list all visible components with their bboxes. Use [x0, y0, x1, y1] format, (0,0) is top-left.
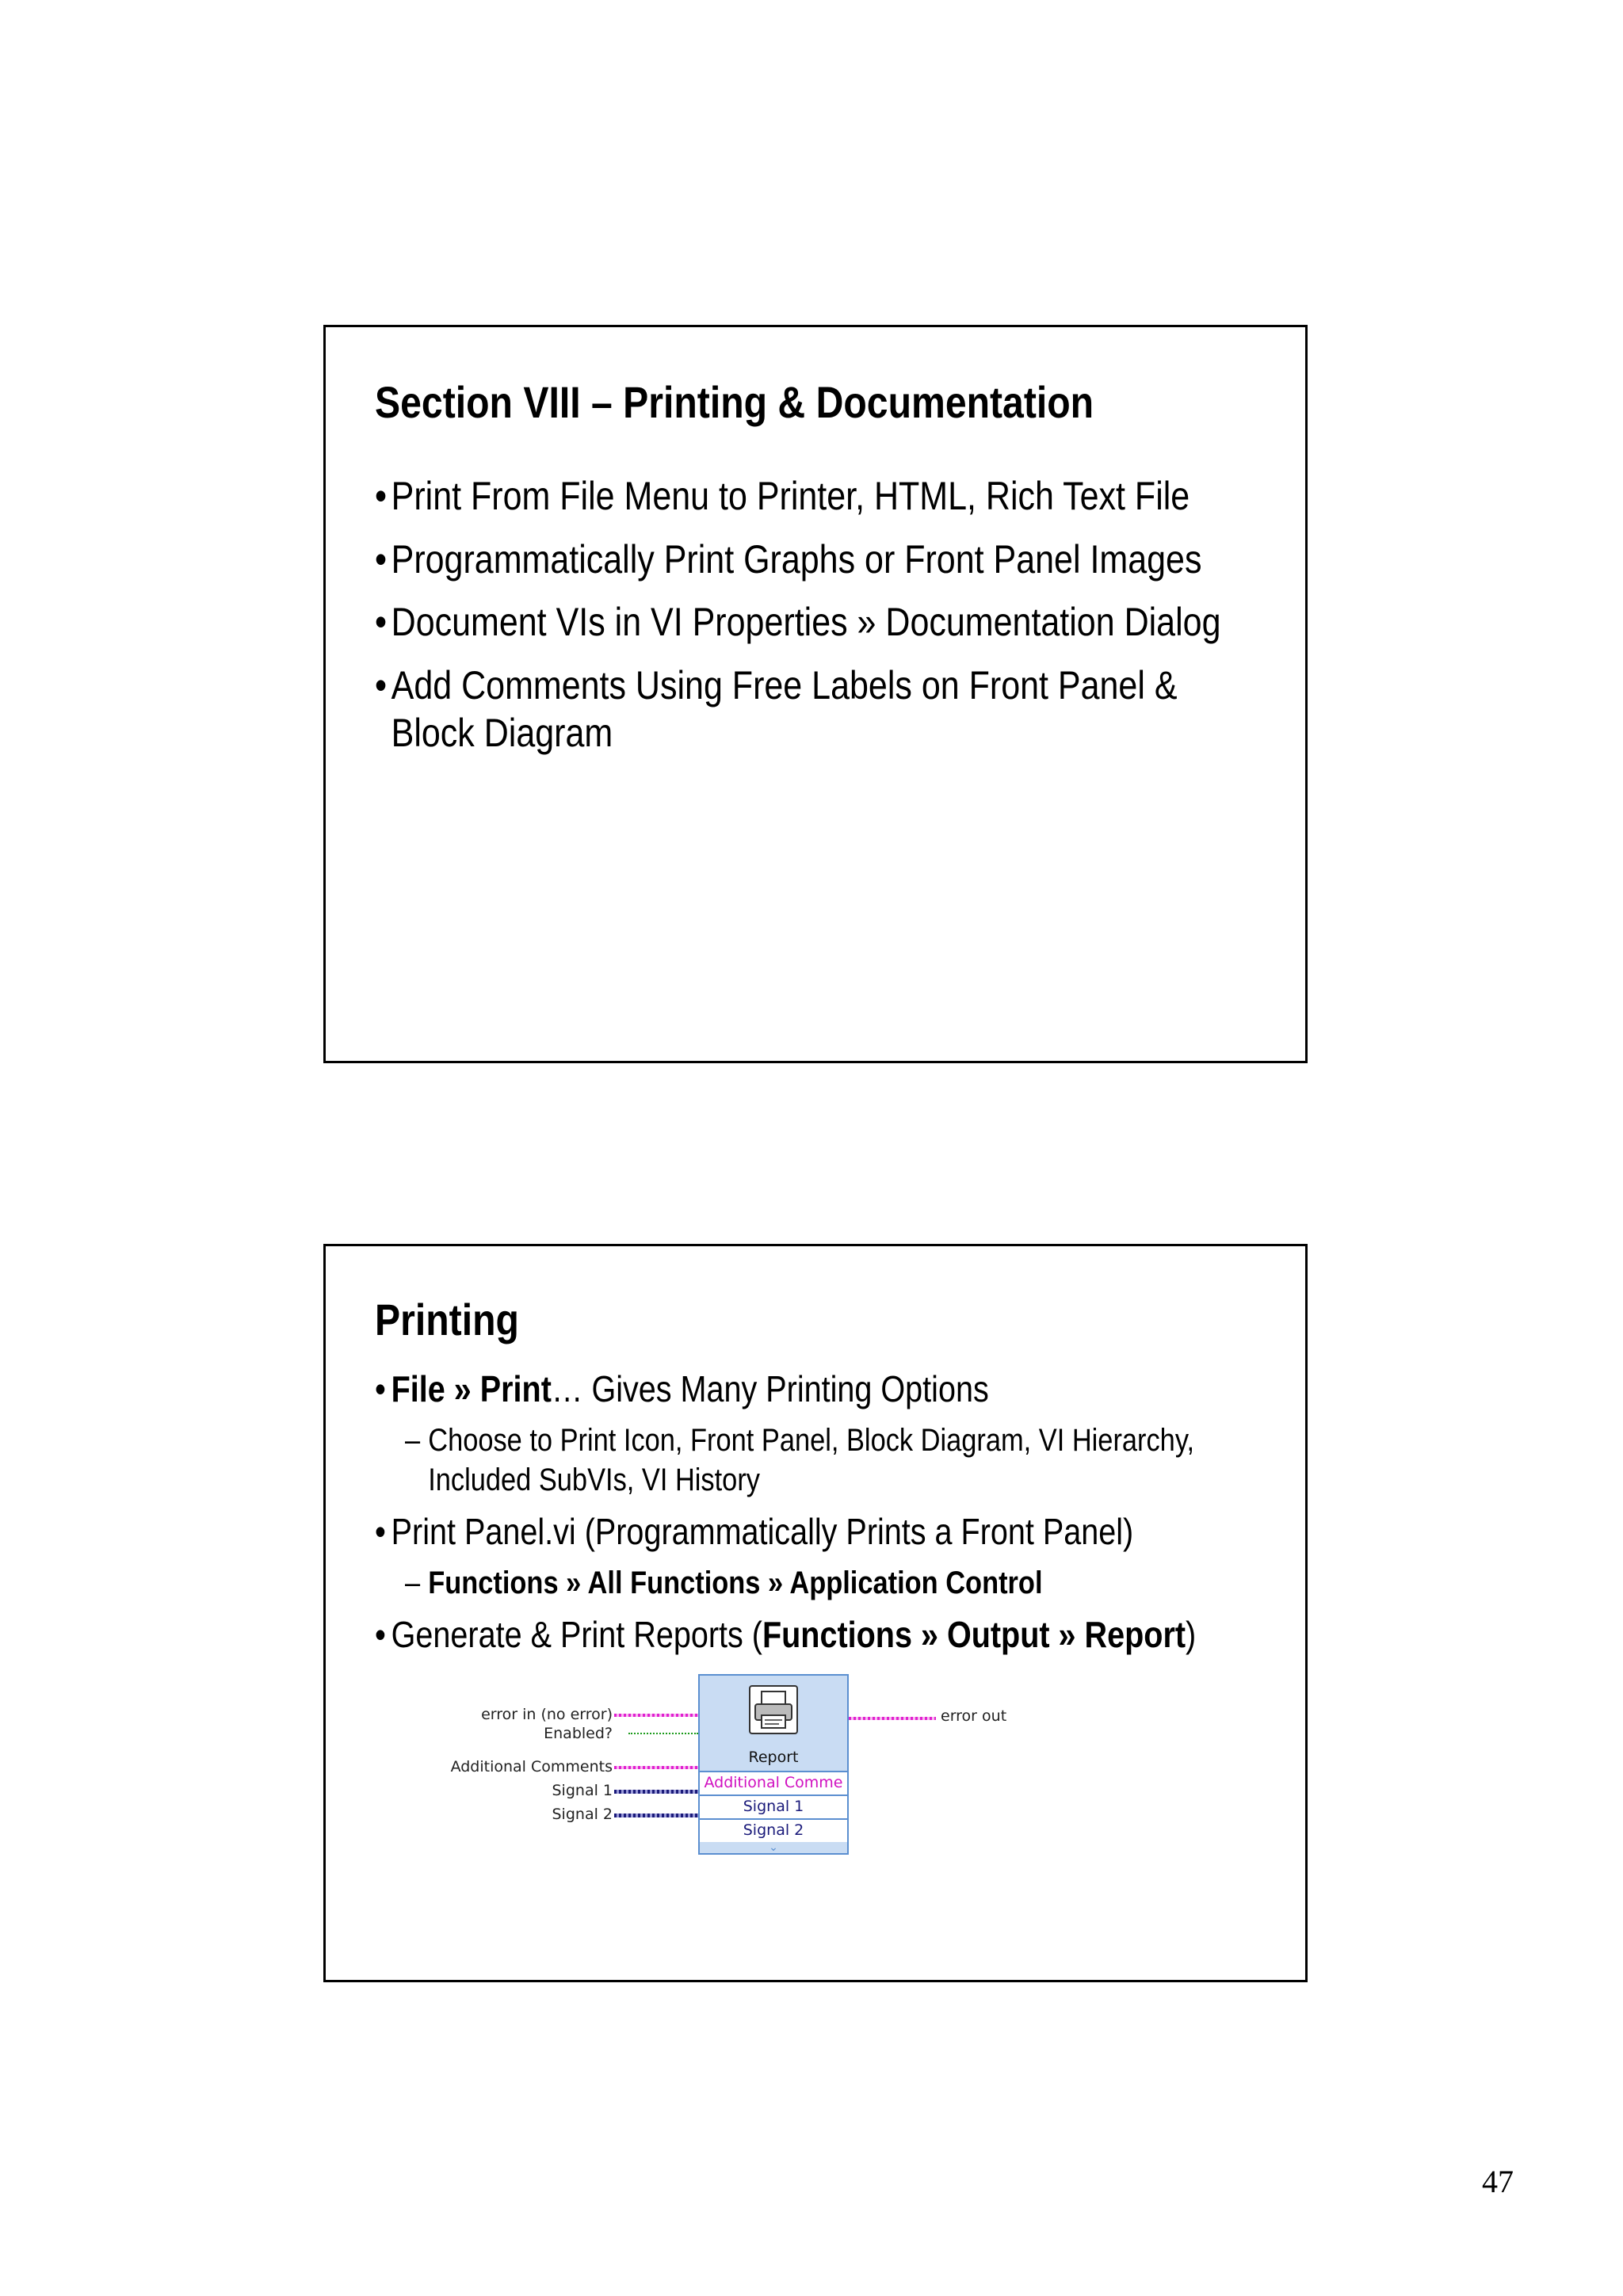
terminal-label-signal-1: Signal 1: [552, 1782, 613, 1799]
enabled-wire: [628, 1733, 698, 1734]
report-vi-diagram: [450, 1674, 1007, 1864]
slide-title: Printing: [375, 1295, 519, 1344]
bullet-item: • File » Print… Gives Many Printing Options: [375, 1368, 989, 1409]
bullet-glyph: •: [375, 663, 388, 707]
bullet-item: • Generate & Print Reports (Functions » Output » Report): [375, 1614, 1197, 1655]
signal-2-wire: [614, 1814, 698, 1817]
vi-name: Report: [748, 1749, 799, 1766]
terminal-label-enabled: Enabled?: [544, 1725, 613, 1742]
bullet-glyph: •: [375, 600, 388, 644]
error-in-wire: [614, 1714, 698, 1717]
sub-bullet-continuation: Included SubVIs, VI History: [428, 1463, 760, 1497]
bullet-item: • Print Panel.vi (Programmatically Prints a Front Panel): [375, 1511, 1134, 1552]
menu-path: File » Print: [391, 1368, 552, 1409]
dash-glyph: –: [405, 1423, 421, 1458]
sub-bullet-item: – Choose to Print Icon, Front Panel, Block Diagram, VI Hierarchy, Included SubVIs, VI History: [405, 1421, 1194, 1500]
slide-title: Section VIII – Printing & Documentation: [375, 377, 1094, 427]
slide-printing: [323, 1244, 1308, 1982]
terminal-label-additional-comments: Additional Comments: [450, 1758, 613, 1775]
terminal-label-signal-2: Signal 2: [552, 1806, 613, 1823]
bullet-glyph: •: [375, 1614, 386, 1655]
vi-input-row: Signal 1: [700, 1794, 847, 1818]
signal-1-wire: [614, 1790, 698, 1794]
vi-input-row: Additional Comme: [700, 1771, 847, 1794]
error-out-wire: [849, 1717, 936, 1720]
report-vi-node: [698, 1674, 849, 1855]
vi-input-row: Signal 2: [700, 1818, 847, 1842]
expand-chevron-icon: ⌄: [769, 1841, 778, 1854]
bullet-continuation: Block Diagram: [391, 711, 613, 755]
printer-icon: [749, 1685, 798, 1734]
terminal-label-error-out: error out: [941, 1707, 1007, 1725]
bullet-item: • Add Comments Using Free Labels on Front Panel & Block Diagram: [375, 663, 1178, 755]
bullet-glyph: •: [375, 537, 388, 582]
bullet-glyph: •: [375, 1511, 386, 1552]
additional-comments-wire: [614, 1766, 698, 1769]
bullet-item: • Document VIs in VI Properties » Documentation Dialog: [375, 600, 1221, 644]
menu-path: Functions » Output » Report: [762, 1614, 1186, 1655]
bullet-item: • Print From File Menu to Printer, HTML, Rich Text File: [375, 474, 1190, 518]
dash-glyph: –: [405, 1566, 421, 1600]
slide-section-viii: [323, 325, 1308, 1063]
terminal-label-error-in: error in (no error): [481, 1706, 613, 1723]
page-number: 47: [1482, 2164, 1514, 2199]
bullet-item: • Programmatically Print Graphs or Front Panel Images: [375, 537, 1202, 582]
bullet-glyph: •: [375, 1368, 386, 1409]
sub-bullet-item: – Functions » All Functions » Application Control: [405, 1563, 1043, 1603]
bullet-glyph: •: [375, 474, 388, 518]
